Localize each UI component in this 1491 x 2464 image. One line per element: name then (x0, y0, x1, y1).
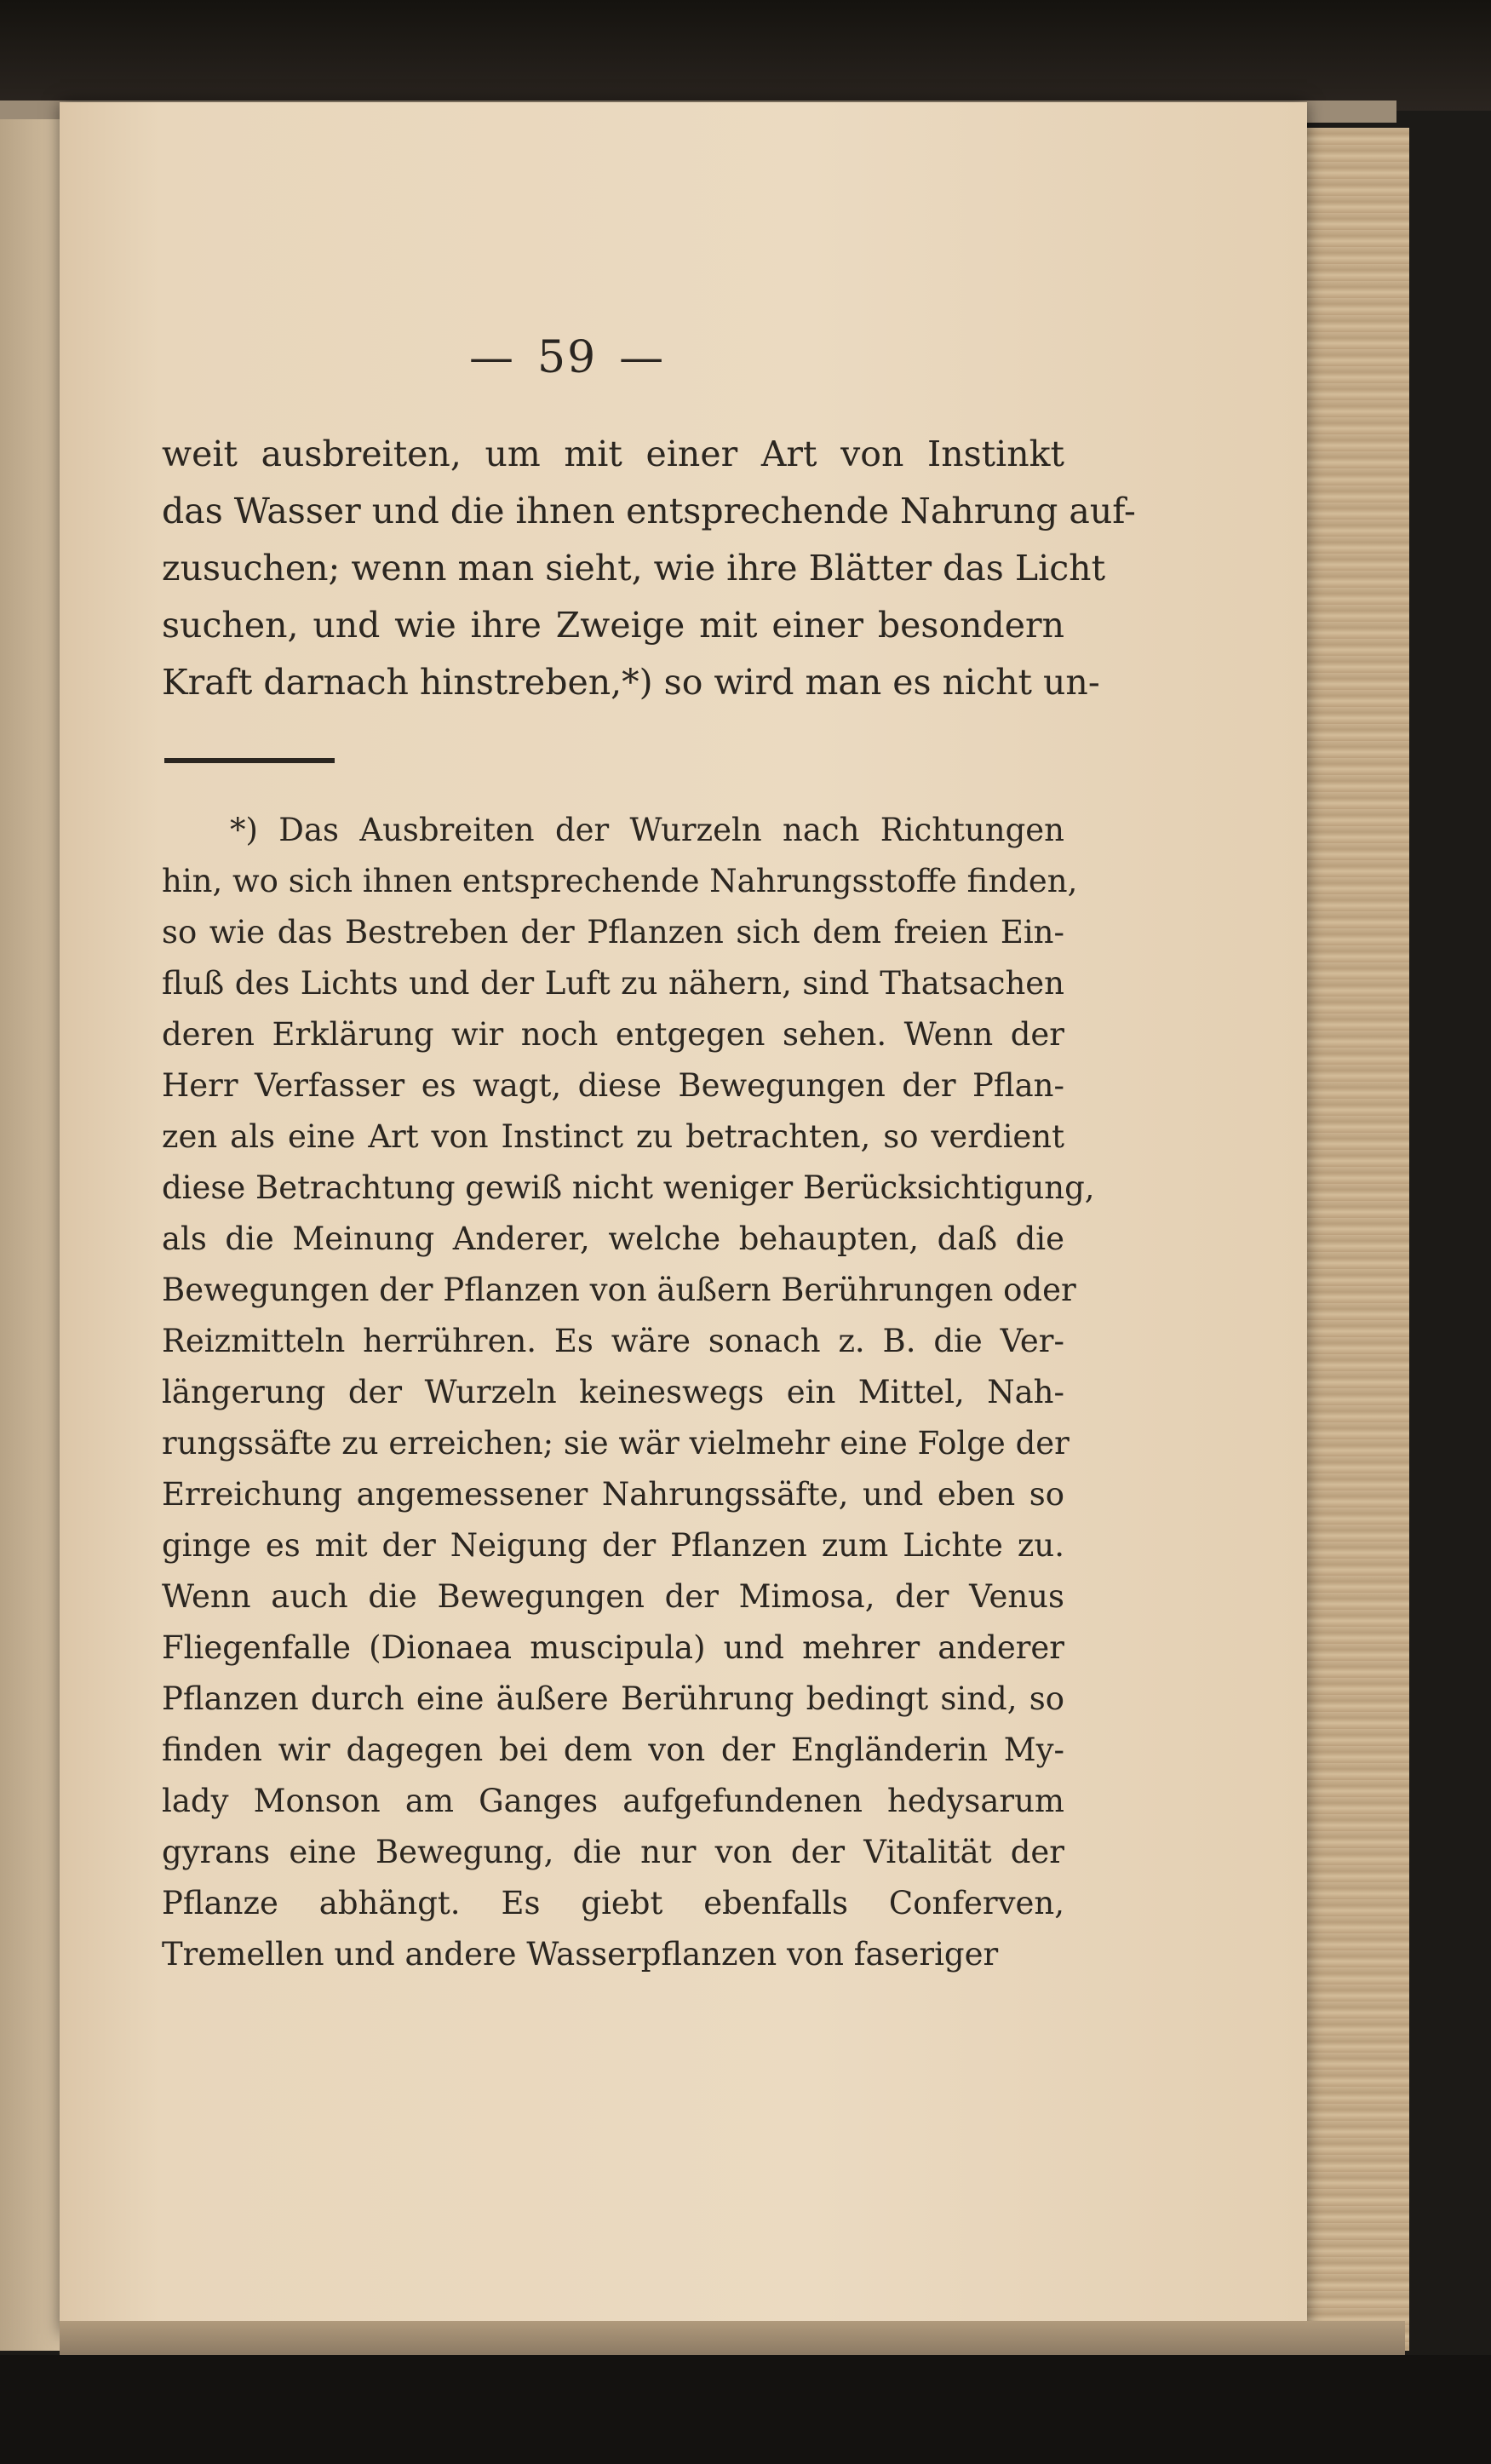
footnote-line: Fliegenfalle (Dionaea muscipula) und mehrer anderer (162, 1629, 1064, 1666)
page-edge-strip (1299, 128, 1409, 2351)
footnote-line: hin, wo sich ihnen entsprechende Nahrungsstoffe finden, (162, 863, 1078, 899)
footnote-divider (164, 758, 335, 763)
footnote-line: längerung der Wurzeln keineswegs ein Mittel, Nah- (162, 1374, 1064, 1410)
footnote-line: so wie das Bestreben der Pflanzen sich dem freien Ein- (162, 914, 1064, 951)
footnote-line: zen als eine Art von Instinct zu betrachten, so verdient (162, 1118, 1064, 1155)
footnote-line: Tremellen und andere Wasserpflanzen von faseriger (162, 1936, 999, 1973)
footnote-line: deren Erklärung wir noch entgegen sehen. Wenn der (162, 1016, 1064, 1053)
text-line: das Wasser und die ihnen entsprechende Nahrung auf- (162, 491, 1136, 531)
footnote-line: Reizmitteln herrühren. Es wäre sonach z. B. die Ver- (162, 1323, 1064, 1359)
footnote-line: fluß des Lichts und der Luft zu nähern, sind Thatsachen (162, 965, 1064, 1002)
footnote-line: lady Monson am Ganges aufgefundenen hedysarum (162, 1783, 1064, 1819)
text-line: Kraft darnach hinstreben,*) so wird man es nicht un- (162, 662, 1100, 703)
footnote-line: Herr Verfasser es wagt, diese Bewegungen der Pflan- (162, 1067, 1064, 1104)
scan-background-top (0, 0, 1491, 111)
page-number: 59 (537, 332, 598, 383)
footnote-line: Wenn auch die Bewegungen der Mimosa, der Venus (162, 1578, 1064, 1615)
footnote-line: ginge es mit der Neigung der Pflanzen zum Lichte zu. (162, 1527, 1064, 1564)
footnote-line: finden wir dagegen bei dem von der Engländerin My- (162, 1732, 1064, 1768)
text-line: suchen, und wie ihre Zweige mit einer besondern (162, 605, 1064, 646)
footnote-line: rungssäfte zu erreichen; sie wär vielmehr eine Folge der (162, 1425, 1070, 1462)
footnote-line: gyrans eine Bewegung, die nur von der Vitalität der (162, 1834, 1064, 1870)
footnote-line: Bewegungen der Pflanzen von äußern Berührungen oder (162, 1272, 1076, 1308)
footnote-line: diese Betrachtung gewiß nicht weniger Berücksichtigung, (162, 1169, 1095, 1206)
book-bottom-edge (60, 2321, 1405, 2355)
footnote-line: *) Das Ausbreiten der Wurzeln nach Richtungen (230, 812, 1064, 848)
footnote-line: Pflanze abhängt. Es giebt ebenfalls Conferven, (162, 1885, 1064, 1921)
footnote (162, 805, 1095, 1980)
page-header (0, 332, 1491, 383)
text-line: weit ausbreiten, um mit einer Art von Instinkt (162, 434, 1064, 474)
header-dash-left: — (469, 332, 515, 383)
footnote-line: als die Meinung Anderer, welche behaupten, daß die (162, 1221, 1064, 1257)
footnote-line: Erreichung angemessener Nahrungssäfte, und eben so (162, 1476, 1064, 1513)
text-line: zusuchen; wenn man sieht, wie ihre Blätter das Licht (162, 548, 1106, 589)
main-text (162, 426, 1136, 711)
header-dash-right: — (619, 332, 666, 383)
scan-background-bottom (0, 2355, 1491, 2464)
footnote-line: Pflanzen durch eine äußere Berührung bedingt sind, so (162, 1680, 1064, 1717)
